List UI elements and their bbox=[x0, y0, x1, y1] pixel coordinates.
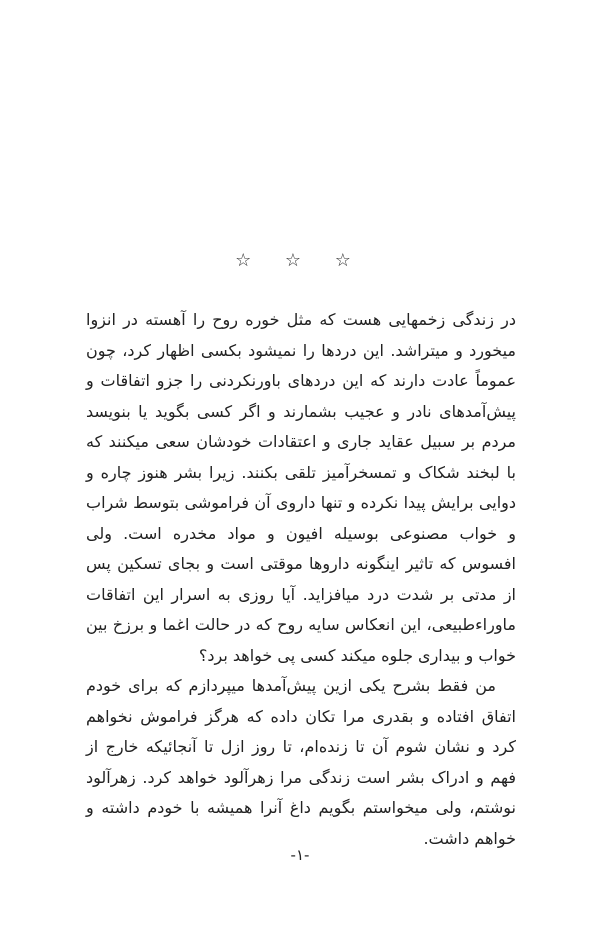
section-separator-stars: ☆ ☆ ☆ bbox=[235, 250, 365, 271]
paragraph-2: من فقط بشرح یکی ازین پیش‌آمدها میپردازم که برای خودم اتفاق افتاده و بقدری مرا تکان داده که هرگز فراموش نخواهم کرد و نشان شوم آن تا زنده‌ام، تا روز ازل تا آنجائیکه خارج از فهم و ادراک بشر است زندگی مرا زهرآلود خواهد کرد. زهرآلود نوشتم، ولی میخواستم بگویم داغ آنرا همیشه با خودم داشته و خواهم داشت. bbox=[86, 676, 516, 848]
body-text bbox=[86, 305, 516, 854]
page-number: -۱- bbox=[290, 846, 310, 864]
paragraph-1: در زندگی زخمهایی هست که مثل خوره روح را آهسته در انزوا میخورد و میتراشد. این دردها را نمیشود بکسی اظهار کرد، چون عموماً عادت دارند که این دردهای باورنکردنی را جزو اتفاقات و پیش‌آمدهای نادر و عجیب بشمارند و اگر کسی بگوید یا بنویسد مردم بر سبیل عقاید جاری و اعتقادات خودشان سعی میکنند که با لبخند شکاک و تمسخرآمیز تلقی بکنند. زیرا بشر هنوز چاره و دوایی برایش پیدا نکرده و تنها داروی آن فراموشی بتوسط شراب و خواب مصنوعی بوسیله افیون و مواد مخدره است. ولی افسوس که تاثیر اینگونه داروها موقتی است و بجای تسکین پس از مدتی بر شدت درد میافزاید. آیا روزی به اسرار این اتفاقات ماوراءطبیعی، این انعکاس سایه روح که در حالت اغما و برزخ بین خواب و بیداری جلوه میکند کسی پی خواهد برد؟ bbox=[86, 310, 516, 665]
